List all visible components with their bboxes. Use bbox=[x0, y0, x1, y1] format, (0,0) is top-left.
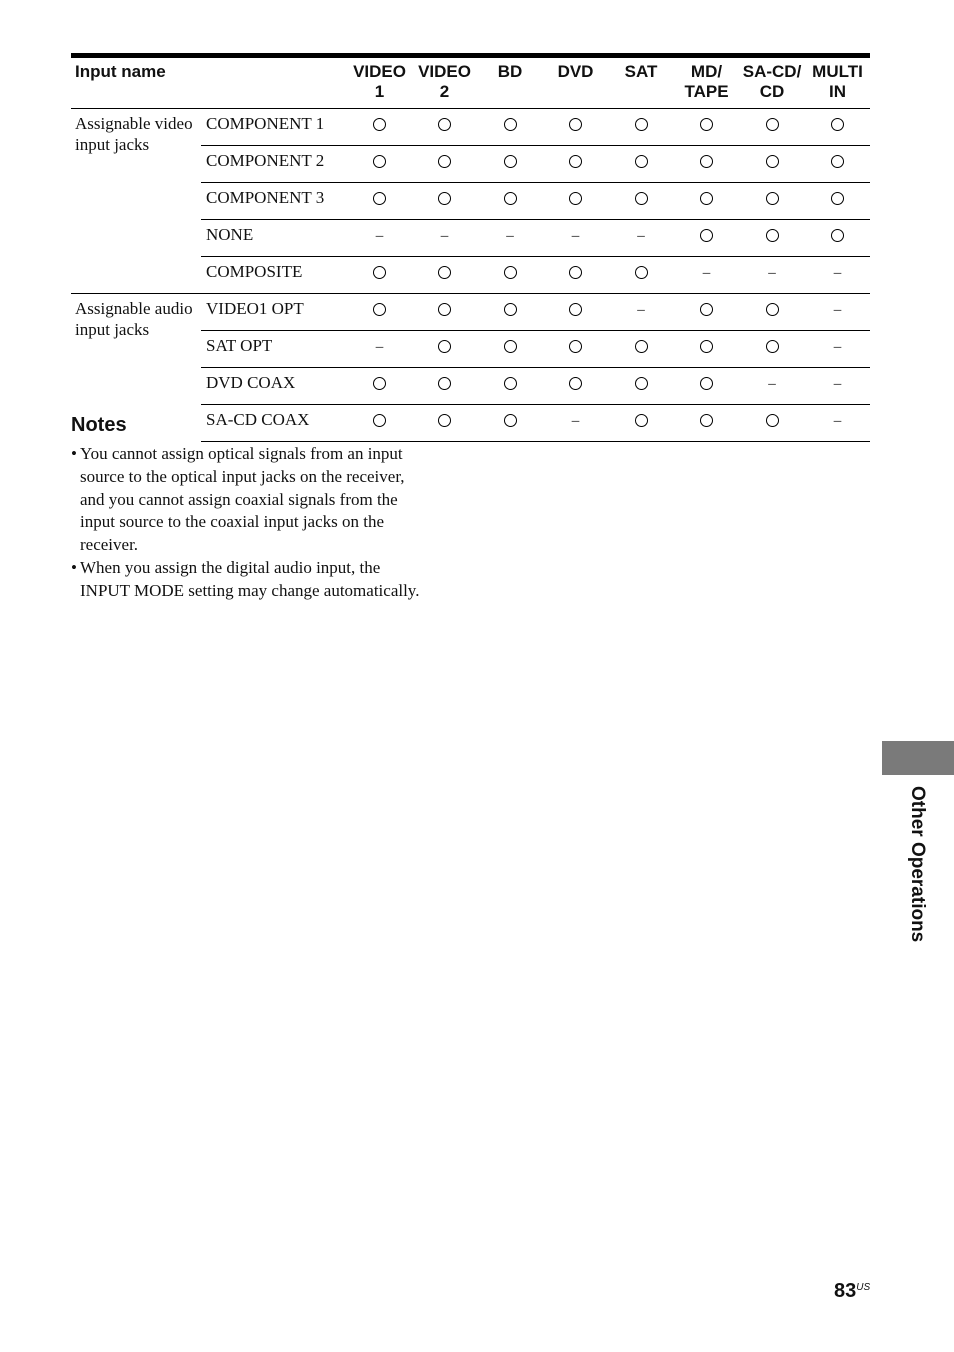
group-label-line: input jacks bbox=[75, 135, 150, 154]
notes-title: Notes bbox=[71, 414, 127, 436]
input-jack-name: COMPOSITE bbox=[201, 257, 347, 294]
assignment-cell bbox=[608, 368, 674, 405]
assignment-cell bbox=[805, 257, 870, 294]
column-header bbox=[674, 56, 739, 109]
assignable-circle-icon bbox=[504, 155, 517, 168]
assignment-cell bbox=[477, 331, 543, 368]
input-assignment-table bbox=[71, 53, 870, 442]
assignment-cell bbox=[347, 257, 412, 294]
assignment-cell bbox=[608, 257, 674, 294]
column-header-line: TAPE bbox=[684, 82, 729, 101]
assignment-cell bbox=[412, 146, 477, 183]
assignment-cell bbox=[805, 220, 870, 257]
not-assignable-dash-icon: – bbox=[375, 339, 384, 355]
note-line: INPUT MODE setting may change automatically. bbox=[80, 580, 420, 600]
assignment-cell bbox=[477, 368, 543, 405]
column-header-line: IN bbox=[829, 82, 847, 101]
assignment-cell bbox=[739, 368, 805, 405]
assignment-cell bbox=[347, 220, 412, 257]
assignable-circle-icon bbox=[700, 303, 713, 316]
assignment-cell bbox=[477, 294, 543, 331]
column-header-line: SAT bbox=[624, 62, 658, 81]
assignment-cell bbox=[739, 220, 805, 257]
not-assignable-dash-icon: – bbox=[375, 228, 384, 244]
assignable-circle-icon bbox=[504, 340, 517, 353]
not-assignable-dash-icon: – bbox=[637, 228, 645, 244]
assignable-circle-icon bbox=[831, 229, 844, 242]
assignment-cell bbox=[739, 257, 805, 294]
group-label-line: Assignable audio bbox=[75, 299, 193, 318]
assignable-circle-icon bbox=[635, 377, 648, 390]
column-header bbox=[347, 56, 412, 109]
note-text bbox=[80, 443, 405, 557]
bullet-icon: • bbox=[71, 557, 77, 577]
group-label bbox=[71, 109, 201, 294]
page-number-value: 83 bbox=[834, 1280, 857, 1302]
assignment-cell bbox=[674, 257, 739, 294]
assignment-cell bbox=[477, 146, 543, 183]
assignment-cell bbox=[739, 146, 805, 183]
assignment-cell bbox=[543, 109, 608, 146]
not-assignable-dash-icon: – bbox=[702, 265, 711, 281]
table-body bbox=[71, 109, 870, 442]
assignable-circle-icon bbox=[438, 192, 451, 205]
assignment-cell bbox=[608, 146, 674, 183]
assignment-cell bbox=[412, 220, 477, 257]
assignable-circle-icon bbox=[569, 377, 582, 390]
assignable-circle-icon bbox=[766, 118, 779, 131]
assignable-circle-icon bbox=[373, 155, 386, 168]
assignment-cell bbox=[608, 183, 674, 220]
assignment-cell bbox=[739, 109, 805, 146]
assignable-circle-icon bbox=[635, 192, 648, 205]
assignable-circle-icon bbox=[373, 118, 386, 131]
assignable-circle-icon bbox=[504, 192, 517, 205]
not-assignable-dash-icon: – bbox=[440, 228, 449, 244]
assignment-cell bbox=[543, 331, 608, 368]
page-number-suffix: US bbox=[856, 1282, 871, 1293]
assignable-circle-icon bbox=[569, 340, 582, 353]
assignable-circle-icon bbox=[438, 377, 451, 390]
assignable-circle-icon bbox=[504, 303, 517, 316]
column-header-line: MULTI bbox=[812, 62, 863, 81]
column-header-line: 1 bbox=[374, 82, 385, 101]
not-assignable-dash-icon: – bbox=[833, 413, 842, 429]
column-header-line: MD/ bbox=[690, 62, 723, 81]
assignable-circle-icon bbox=[373, 192, 386, 205]
assignable-circle-icon bbox=[569, 266, 582, 279]
assignment-cell bbox=[477, 220, 543, 257]
column-header-line: 2 bbox=[439, 82, 450, 101]
input-jack-name: VIDEO1 OPT bbox=[201, 294, 347, 331]
page-number bbox=[834, 1280, 870, 1303]
assignment-cell bbox=[543, 294, 608, 331]
assignment-cell bbox=[805, 146, 870, 183]
assignable-circle-icon bbox=[635, 340, 648, 353]
assignment-cell bbox=[805, 405, 870, 442]
assignable-circle-icon bbox=[635, 155, 648, 168]
assignment-cell bbox=[412, 183, 477, 220]
not-assignable-dash-icon: – bbox=[571, 228, 580, 244]
assignable-circle-icon bbox=[504, 414, 517, 427]
assignable-circle-icon bbox=[373, 303, 386, 316]
assignment-cell bbox=[608, 220, 674, 257]
assignment-cell bbox=[347, 331, 412, 368]
assignment-cell bbox=[477, 405, 543, 442]
assignable-circle-icon bbox=[700, 377, 713, 390]
not-assignable-dash-icon: – bbox=[571, 413, 580, 429]
not-assignable-dash-icon: – bbox=[768, 265, 776, 281]
group-label-line: input jacks bbox=[75, 320, 150, 339]
assignment-cell bbox=[739, 183, 805, 220]
note-line: You cannot assign optical signals from an input bbox=[80, 444, 403, 463]
bullet-icon: • bbox=[71, 444, 77, 463]
assignment-cell bbox=[674, 146, 739, 183]
assignment-cell bbox=[543, 146, 608, 183]
assignable-circle-icon bbox=[438, 118, 451, 131]
assignable-circle-icon bbox=[635, 118, 648, 131]
input-jack-name: COMPONENT 1 bbox=[201, 109, 347, 146]
not-assignable-dash-icon: – bbox=[833, 339, 842, 355]
assignment-cell bbox=[412, 109, 477, 146]
assignable-circle-icon bbox=[373, 266, 386, 279]
table-header bbox=[71, 56, 870, 109]
note-item bbox=[71, 443, 471, 557]
assignable-circle-icon bbox=[635, 266, 648, 279]
assignable-circle-icon bbox=[569, 118, 582, 131]
assignment-cell bbox=[608, 331, 674, 368]
assignment-cell bbox=[543, 405, 608, 442]
assignment-cell bbox=[608, 294, 674, 331]
column-header bbox=[477, 56, 543, 109]
assignable-circle-icon bbox=[635, 414, 648, 427]
assignable-circle-icon bbox=[700, 155, 713, 168]
not-assignable-dash-icon: – bbox=[833, 265, 842, 281]
input-assignment-table-container bbox=[71, 53, 870, 442]
not-assignable-dash-icon: – bbox=[637, 302, 645, 318]
assignable-circle-icon bbox=[766, 155, 779, 168]
table-row bbox=[71, 294, 870, 331]
assignment-cell bbox=[674, 220, 739, 257]
note-line: input source to the coaxial input jacks on the bbox=[80, 512, 385, 532]
not-assignable-dash-icon: – bbox=[768, 376, 776, 392]
assignable-circle-icon bbox=[373, 377, 386, 390]
assignment-cell bbox=[674, 109, 739, 146]
section-tab-marker bbox=[882, 741, 954, 775]
assignment-cell bbox=[543, 257, 608, 294]
assignment-cell bbox=[347, 109, 412, 146]
assignment-cell bbox=[543, 368, 608, 405]
section-tab-label: Other Operations bbox=[907, 786, 928, 943]
assignable-circle-icon bbox=[700, 414, 713, 427]
column-header bbox=[805, 56, 870, 109]
assignable-circle-icon bbox=[700, 340, 713, 353]
column-header-line: BD bbox=[497, 62, 523, 81]
assignment-cell bbox=[412, 368, 477, 405]
assignment-cell bbox=[347, 146, 412, 183]
assignment-cell bbox=[347, 294, 412, 331]
assignable-circle-icon bbox=[831, 118, 844, 131]
assignable-circle-icon bbox=[766, 192, 779, 205]
assignable-circle-icon bbox=[504, 118, 517, 131]
input-jack-name: COMPONENT 2 bbox=[201, 146, 347, 183]
note-text bbox=[80, 557, 419, 603]
column-header-line: VIDEO bbox=[418, 62, 471, 81]
assignment-cell bbox=[674, 183, 739, 220]
assignment-cell bbox=[674, 405, 739, 442]
assignment-cell bbox=[805, 368, 870, 405]
assignment-cell bbox=[412, 331, 477, 368]
assignment-cell bbox=[347, 368, 412, 405]
note-line: When you assign the digital audio input, the bbox=[80, 557, 381, 577]
column-header-line: VIDEO bbox=[353, 62, 406, 81]
assignment-cell bbox=[347, 183, 412, 220]
header-row bbox=[71, 56, 870, 109]
assignment-cell bbox=[805, 331, 870, 368]
assignable-circle-icon bbox=[700, 118, 713, 131]
assignable-circle-icon bbox=[766, 414, 779, 427]
column-header-line: CD bbox=[759, 82, 785, 101]
assignable-circle-icon bbox=[569, 303, 582, 316]
assignment-cell bbox=[477, 183, 543, 220]
note-line: source to the optical input jacks on the receiver, bbox=[80, 466, 405, 486]
not-assignable-dash-icon: – bbox=[506, 228, 514, 244]
not-assignable-dash-icon: – bbox=[833, 302, 842, 318]
not-assignable-dash-icon: – bbox=[833, 376, 842, 392]
input-jack-name: COMPONENT 3 bbox=[201, 183, 347, 220]
assignment-cell bbox=[674, 368, 739, 405]
note-item bbox=[71, 557, 471, 603]
assignable-circle-icon bbox=[438, 303, 451, 316]
column-header bbox=[412, 56, 477, 109]
input-jack-name: DVD COAX bbox=[201, 368, 347, 405]
assignable-circle-icon bbox=[766, 229, 779, 242]
assignment-cell bbox=[477, 257, 543, 294]
assignment-cell bbox=[543, 183, 608, 220]
note-line: and you cannot assign coaxial signals from the bbox=[80, 489, 398, 509]
input-jack-name: NONE bbox=[201, 220, 347, 257]
assignment-cell bbox=[805, 109, 870, 146]
assignable-circle-icon bbox=[569, 155, 582, 168]
assignment-cell bbox=[412, 294, 477, 331]
column-header bbox=[608, 56, 674, 109]
assignable-circle-icon bbox=[569, 192, 582, 205]
assignment-cell bbox=[739, 294, 805, 331]
assignment-cell bbox=[674, 331, 739, 368]
assignable-circle-icon bbox=[831, 155, 844, 168]
notes-list bbox=[71, 443, 471, 603]
input-jack-name: SA-CD COAX bbox=[201, 405, 347, 442]
input-jack-name: SAT OPT bbox=[201, 331, 347, 368]
assignable-circle-icon bbox=[438, 155, 451, 168]
column-header-line: DVD bbox=[557, 62, 594, 81]
assignment-cell bbox=[608, 405, 674, 442]
notes-section bbox=[71, 414, 471, 603]
assignment-cell bbox=[739, 405, 805, 442]
assignable-circle-icon bbox=[831, 192, 844, 205]
note-line: receiver. bbox=[80, 535, 139, 555]
assignable-circle-icon bbox=[766, 303, 779, 316]
assignable-circle-icon bbox=[438, 266, 451, 279]
assignment-cell bbox=[674, 294, 739, 331]
assignment-cell bbox=[608, 109, 674, 146]
column-header bbox=[739, 56, 805, 109]
assignable-circle-icon bbox=[504, 377, 517, 390]
column-header-line: SA-CD/ bbox=[742, 62, 802, 81]
assignable-circle-icon bbox=[700, 229, 713, 242]
assignable-circle-icon bbox=[700, 192, 713, 205]
assignment-cell bbox=[805, 183, 870, 220]
assignable-circle-icon bbox=[438, 340, 451, 353]
input-name-header: Input name bbox=[75, 62, 166, 81]
assignment-cell bbox=[805, 294, 870, 331]
assignment-cell bbox=[477, 109, 543, 146]
column-header bbox=[543, 56, 608, 109]
assignable-circle-icon bbox=[504, 266, 517, 279]
assignable-circle-icon bbox=[766, 340, 779, 353]
group-label-line: Assignable video bbox=[75, 114, 193, 133]
assignment-cell bbox=[412, 257, 477, 294]
table-row bbox=[71, 109, 870, 146]
assignment-cell bbox=[739, 331, 805, 368]
assignment-cell bbox=[543, 220, 608, 257]
